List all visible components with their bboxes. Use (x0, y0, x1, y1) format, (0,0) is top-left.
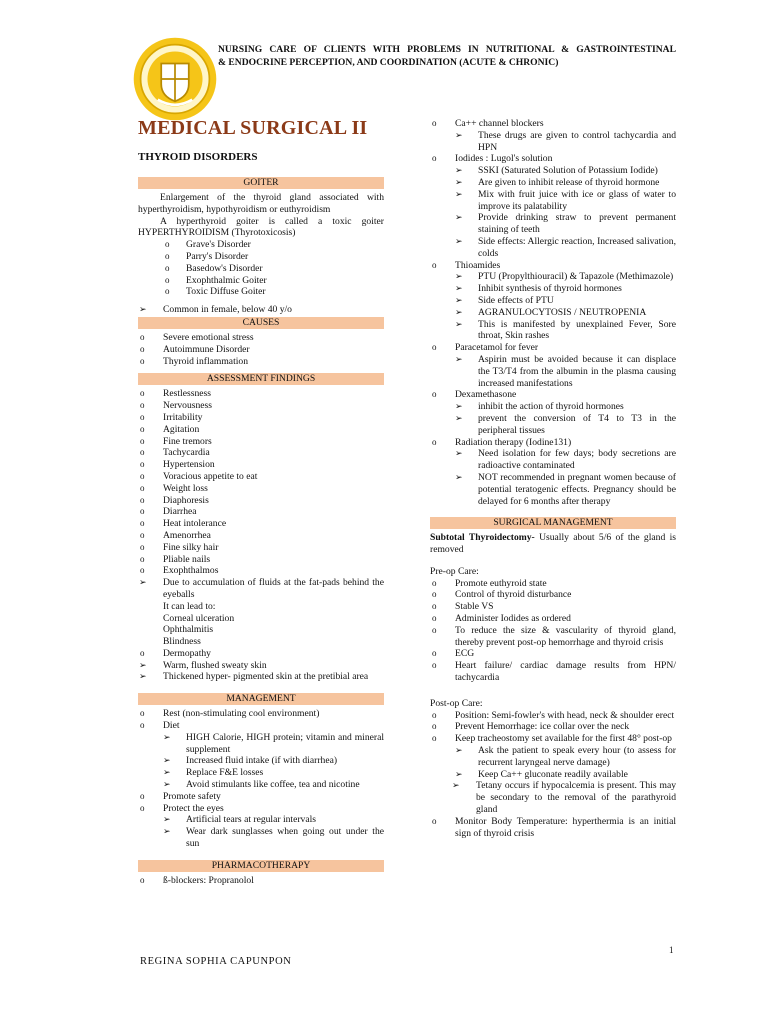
list-item: ➢ Ask the patient to speak every hour (to assess for recurrent laryngeal nerve damage) (455, 745, 676, 768)
page-subtitle: THYROID DISORDERS (138, 151, 258, 163)
surgical-heading: SURGICAL MANAGEMENT (430, 517, 676, 529)
list-item: ➢ Side effects: Allergic reaction, Increased salivation, colds (455, 235, 676, 259)
list-item: o Rest (non-stimulating cool environment) (140, 708, 320, 720)
list-item: ➢ Increased fluid intake (if with diarrhea) (163, 755, 338, 767)
list-item: o Protect the eyes (140, 802, 224, 814)
list-item: Ophthalmitis (163, 624, 214, 636)
list-item: ➢ Provide drinking straw to prevent permanent staining of teeth (455, 212, 676, 236)
list-item: ➢ This is manifested by unexplained Fever, Sore throat, Skin rashes (455, 318, 676, 342)
list-item: ➢ Aspirin must be avoided because it can displace the T3/T4 from the albumin in the plasma causing increased manifestations (455, 353, 676, 389)
causes-list (138, 332, 384, 367)
list-item: o Exophthalmic Goiter (165, 274, 267, 286)
goiter-definition: Enlargement of the thyroid gland associated with hyperthyroidism, hypothyroidism or euthyroidism (138, 192, 384, 215)
list-item: o Grave's Disorder (165, 239, 251, 251)
pharmacotherapy-heading: PHARMACOTHERAPY (138, 860, 384, 872)
list-item: o Nervousness (140, 400, 213, 412)
list-item: o Heart failure/ cardiac damage results from HPN/ tachycardia (432, 660, 676, 684)
header-line-2: & ENDOCRINE PERCEPTION, AND COORDINATION (ACUTE & CHRONIC) (218, 57, 559, 68)
list-item: ➢ Thickened hyper- pigmented skin at the pretibial area (139, 671, 369, 683)
list-item: o Tachycardia (140, 447, 210, 459)
list-item: ➢ prevent the conversion of T4 to T3 in the peripheral tissues (455, 412, 676, 436)
list-item: ➢ These drugs are given to control tachycardia and HPN (455, 129, 676, 153)
list-item: o Thyroid inflammation (140, 355, 248, 367)
list-item: Blindness (163, 636, 201, 648)
list-item: ➢ Artificial tears at regular intervals (163, 814, 316, 826)
list-item: o Keep tracheostomy set available for the first 48° post-op (432, 733, 672, 745)
list-item: o Thioamides (432, 259, 501, 271)
list-item: It can lead to: (163, 600, 216, 612)
list-item: o ECG (432, 648, 475, 660)
list-item: o Control of thyroid disturbance (432, 589, 572, 601)
list-item: ➢ Due to accumulation of fluids at the fat-pads behind the eyeballs (139, 577, 384, 600)
list-item: ➢ SSKI (Saturated Solution of Potassium Iodide) (455, 165, 658, 177)
postop-title: Post-op Care: (430, 697, 483, 709)
list-item: o Monitor Body Temperature: hyperthermia is an initial sign of thyroid crisis (432, 815, 676, 839)
course-header (140, 43, 676, 69)
list-item: ➢ PTU (Propylthiouracil) & Tapazole (Methimazole) (455, 271, 674, 283)
list-item: o Diarrhea (140, 506, 197, 518)
list-item: ➢ AGRANULOCYTOSIS / NEUTROPENIA (455, 306, 647, 318)
left-column (138, 176, 384, 887)
goiter-note: ➢ Common in female, below 40 y/o (139, 304, 292, 316)
list-item: ➢ Keep Ca++ gluconate readily available (455, 768, 628, 780)
assessment-heading: ASSESSMENT FINDINGS (138, 373, 384, 385)
list-item: ➢ Avoid stimulants like coffee, tea and nicotine (163, 779, 360, 791)
list-item: o Promote safety (140, 790, 221, 802)
list-item: o Promote euthyroid state (432, 577, 547, 589)
list-item: o Irritability (140, 411, 203, 423)
goiter-heading: GOITER (138, 177, 384, 189)
list-item: o Fine silky hair (140, 541, 219, 553)
list-item: o Paracetamol for fever (432, 342, 539, 354)
list-item: o Fine tremors (140, 435, 212, 447)
surgical-lead: Subtotal Thyroidectomy- Usually about 5/6 of the gland is removed (430, 532, 676, 556)
list-item: ➢ Side effects of PTU (455, 294, 554, 306)
list-item: ➢ Mix with fruit juice with ice or glass of water to improve its palatability (455, 188, 676, 212)
list-item: o Agitation (140, 423, 200, 435)
header-line-1: NURSING CARE OF CLIENTS WITH PROBLEMS IN NUTRITIONAL & GASTROINTESTINAL (218, 44, 676, 55)
list-item: o Position: Semi-fowler's with head, neck & shoulder erect (432, 709, 675, 721)
list-item: o Voracious appetite to eat (140, 470, 258, 482)
list-item: o Exophthalmos (140, 565, 219, 577)
list-item: o Pliable nails (140, 553, 211, 565)
list-item: o Amenorrhea (140, 529, 211, 541)
list-item: o Iodides : Lugol's solution (432, 153, 553, 165)
page-title: MEDICAL SURGICAL II (138, 117, 368, 139)
list-item: ➢ Inhibit synthesis of thyroid hormones (455, 283, 622, 295)
right-column (430, 118, 676, 839)
list-item: o Ca++ channel blockers (432, 118, 544, 129)
list-item: o Toxic Diffuse Goiter (165, 286, 266, 298)
list-item: o Diaphoresis (140, 494, 209, 506)
management-list (138, 708, 384, 850)
list-item: ➢ Warm, flushed sweaty skin (139, 659, 267, 671)
list-item: o ß-blockers: Propranolol (140, 874, 254, 886)
list-item: ➢ NOT recommended in pregnant women because of potential teratogenic effects. Pregnancy should be delayed for 6 months after therapy (455, 471, 676, 507)
list-item: o Dermopathy (140, 647, 211, 659)
list-item: o Parry's Disorder (165, 250, 249, 262)
goiter-toxic: A hyperthyroid goiter is called a toxic goiter HYPERTHYROIDISM (Thyrotoxicosis) (138, 215, 384, 239)
list-item: o Weight loss (140, 482, 208, 494)
management-heading: MANAGEMENT (138, 693, 384, 705)
list-item: ➢ Need isolation for few days; body secretions are radioactive contaminated (455, 448, 676, 472)
list-item: o Restlessness (140, 388, 211, 400)
list-item: o Stable VS (432, 601, 494, 613)
preop-title: Pre-op Care: (430, 565, 479, 577)
list-item: ➢ inhibit the action of thyroid hormones (455, 401, 624, 413)
list-item: o Autoimmune Disorder (140, 343, 250, 355)
list-item: o Administer Iodides as ordered (432, 613, 571, 625)
list-item: ➢ Are given to inhibit release of thyroid hormone (455, 176, 660, 188)
list-item: o Dexamethasone (432, 389, 517, 401)
list-item: o Radiation therapy (Iodine131) (432, 436, 572, 448)
list-item: Corneal ulceration (163, 612, 235, 624)
list-item: o Severe emotional stress (140, 331, 254, 343)
goiter-types-list (138, 239, 384, 298)
list-item: o Basedow's Disorder (165, 262, 263, 274)
page-number: 1 (669, 945, 674, 955)
list-item: o Diet (140, 720, 180, 732)
list-item: o Heat intolerance (140, 518, 227, 530)
footer-author: REGINA SOPHIA CAPUNPON (140, 956, 292, 967)
list-item: o Hypertension (140, 459, 215, 471)
list-item: ➢ Wear dark sunglasses when going out under the sun (163, 826, 384, 850)
list-item: o To reduce the size & vascularity of thyroid gland, thereby prevent post-op hemorrhage and thyroid crisis (432, 624, 676, 648)
list-item: ➢ HIGH Calorie, HIGH protein; vitamin and mineral supplement (163, 731, 384, 755)
list-item: ➢ Tetany occurs if hypocalcemia is present. This may be secondary to the removal of the parathyroid gland (452, 780, 676, 816)
list-item: ➢ Replace F&E losses (163, 767, 264, 779)
list-item: o Prevent Hemorrhage: ice collar over the neck (432, 721, 630, 733)
assessment-list (138, 388, 384, 683)
causes-heading: CAUSES (138, 317, 384, 329)
